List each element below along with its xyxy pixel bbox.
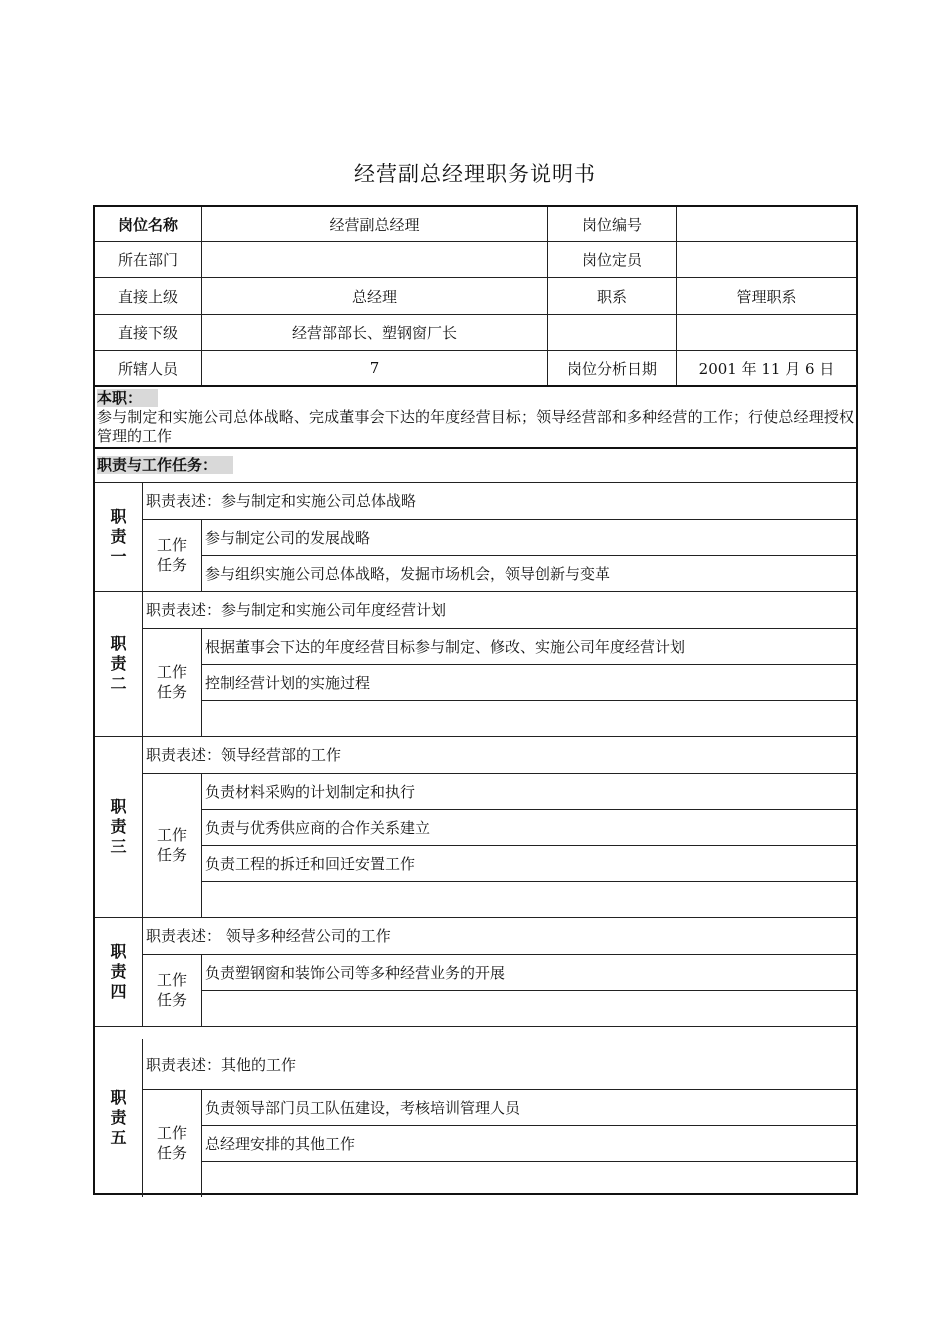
staff-count-label: 所辖人员 <box>117 359 178 378</box>
duties-header: 职责与工作任务： <box>97 456 233 475</box>
duty-description: 职责表述：参与制定和实施公司总体战略 <box>146 492 417 510</box>
staff-count-value: 7 <box>369 359 380 377</box>
benzhi-label: 本职： <box>97 389 158 408</box>
task-label-part: 工作 <box>156 826 187 844</box>
direct-superior-value: 总经理 <box>351 287 397 306</box>
job-description-table <box>93 205 858 1195</box>
duty-name-char: 职 <box>110 796 127 816</box>
task-item: 控制经营计划的实施过程 <box>205 673 371 692</box>
grid-line <box>95 1026 856 1027</box>
task-item: 参与制定公司的发展战略 <box>205 528 371 547</box>
duty-name <box>95 591 142 736</box>
task-label-part: 工作 <box>156 1124 187 1142</box>
duty-name-char: 职 <box>110 633 127 653</box>
duty-description: 职责表述：领导经营部的工作 <box>146 746 342 764</box>
task-item: 总经理安排的其他工作 <box>205 1134 356 1153</box>
job-family-value: 管理职系 <box>736 287 797 306</box>
duty-description: 职责表述： 领导多种经营公司的工作 <box>146 927 391 945</box>
duty-name-char: 职 <box>110 1088 127 1107</box>
duty-name <box>95 917 142 1026</box>
duty-name <box>95 1039 142 1197</box>
direct-subordinate-value: 经营部部长、塑钢窗厂长 <box>291 324 457 342</box>
task-item: 负责与优秀供应商的合作关系建立 <box>205 818 431 837</box>
position-name-value: 经营副总经理 <box>329 216 420 234</box>
duty-name-char: 职 <box>110 941 127 961</box>
task-label-part: 工作 <box>156 971 187 989</box>
headcount-label: 岗位定员 <box>581 251 642 269</box>
task-label-part: 任务 <box>156 556 187 574</box>
position-name-label: 岗位名称 <box>117 216 178 234</box>
task-item <box>202 700 856 736</box>
duty-description: 职责表述：其他的工作 <box>146 1055 297 1074</box>
task-item: 参与组织实施公司总体战略，发掘市场机会，领导创新与变革 <box>205 564 611 583</box>
task-label <box>143 773 201 917</box>
task-item <box>202 990 856 1026</box>
task-item <box>202 881 856 917</box>
task-label-part: 任务 <box>156 1144 187 1162</box>
job-family-label: 职系 <box>596 287 627 306</box>
duty-name-char: 责 <box>110 816 127 836</box>
department-value <box>202 242 547 277</box>
duty-name-char: 责 <box>110 1108 127 1127</box>
task-label-part: 工作 <box>156 536 187 554</box>
task-item: 负责塑钢窗和装饰公司等多种经营业务的开展 <box>205 963 506 982</box>
task-item: 根据董事会下达的年度经营目标参与制定、修改、实施公司年度经营计划 <box>205 637 686 656</box>
task-item: 负责领导部门员工队伍建设，考核培训管理人员 <box>205 1098 521 1117</box>
duty-name-char: 责 <box>110 961 127 981</box>
duty-name-char: 责 <box>110 653 127 673</box>
duty-name <box>95 736 142 917</box>
task-item: 负责材料采购的计划制定和执行 <box>205 782 416 801</box>
duty-name <box>95 482 142 591</box>
grid-line <box>95 385 856 387</box>
duty-name-char: 一 <box>110 546 127 566</box>
task-label-part: 任务 <box>156 991 187 1009</box>
direct-superior-label: 直接上级 <box>117 287 178 306</box>
task-label-part: 工作 <box>156 663 187 681</box>
task-item <box>202 1161 856 1197</box>
duty-name-char: 职 <box>110 506 127 526</box>
task-label <box>143 1089 201 1197</box>
duty-name-char: 三 <box>110 836 127 856</box>
position-code-value <box>677 207 856 242</box>
task-label <box>143 954 201 1026</box>
task-label-part: 任务 <box>156 846 187 864</box>
department-label: 所在部门 <box>117 251 178 269</box>
analysis-date-label: 岗位分析日期 <box>566 359 657 378</box>
task-item: 负责工程的拆迁和回迁安置工作 <box>205 854 416 873</box>
position-code-label: 岗位编号 <box>581 216 642 234</box>
duty-description: 职责表述：参与制定和实施公司年度经营计划 <box>146 601 447 619</box>
benzhi-text: 参与制定和实施公司总体战略、完成董事会下达的年度经营目标；领导经营部和多种经营的工作；行使总经理授权管理的工作 <box>97 408 854 445</box>
empty-value <box>677 315 856 350</box>
task-label <box>143 628 201 736</box>
duty-name-char: 四 <box>110 981 127 1001</box>
grid-line <box>95 447 856 449</box>
headcount-value <box>677 242 856 277</box>
task-label <box>143 519 201 591</box>
duty-name-char: 责 <box>110 526 127 546</box>
direct-subordinate-label: 直接下级 <box>117 324 178 342</box>
document-title: 经营副总经理职务说明书 <box>354 162 596 186</box>
duty-name-char: 五 <box>110 1128 127 1147</box>
task-label-part: 任务 <box>156 683 187 701</box>
duty-name-char: 二 <box>110 673 127 693</box>
empty-label <box>548 315 676 350</box>
analysis-date-value: 2001 年 11 月 6 日 <box>698 359 835 378</box>
